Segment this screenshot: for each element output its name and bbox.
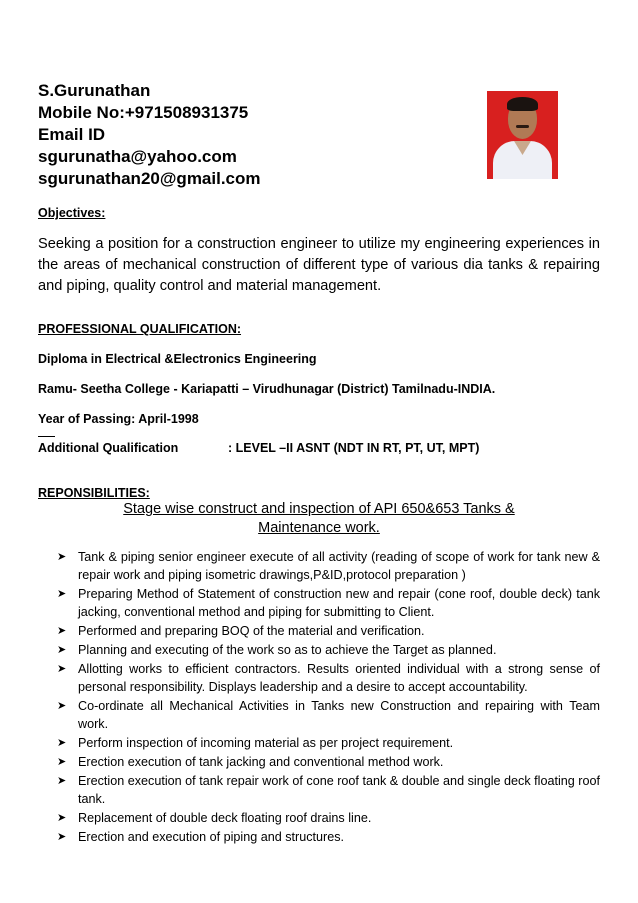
mobile-number: Mobile No:+971508931375	[38, 103, 249, 122]
candidate-name: S.Gurunathan	[38, 81, 151, 100]
diploma-text: Diploma in Electrical &Electronics Engineering	[38, 352, 317, 366]
list-item: ➤ Erection execution of tank repair work of cone roof tank & double and single deck floating roof tank.	[57, 774, 600, 806]
arrow-bullet-icon: ➤	[57, 625, 67, 637]
arrow-bullet-icon: ➤	[57, 737, 67, 749]
arrow-bullet-icon: ➤	[57, 700, 67, 712]
list-item: ➤ Perform inspection of incoming material as per project requirement.	[57, 736, 454, 750]
arrow-bullet-icon: ➤	[57, 588, 67, 600]
responsibilities-heading: REPONSIBILITIES:	[38, 486, 150, 500]
responsibilities-list	[57, 548, 600, 847]
list-item: ➤ Tank & piping senior engineer execute of all activity (reading of scope of work for tank new & repair work and piping isometric drawings,P&ID,protocol preparation )	[57, 550, 600, 582]
email-address-1: sgurunatha@yahoo.com	[38, 147, 237, 166]
email-address-2: sgurunathan20@gmail.com	[38, 169, 261, 188]
additional-qualification-value: : LEVEL –II ASNT (NDT IN RT, PT, UT, MPT)	[228, 441, 480, 455]
list-item: ➤ Planning and executing of the work so as to achieve the Target as planned.	[57, 643, 497, 657]
list-item: ➤ Replacement of double deck floating roof drains line.	[57, 811, 372, 825]
arrow-bullet-icon: ➤	[57, 775, 67, 787]
list-item: ➤ Preparing Method of Statement of construction new and repair (cone roof, double deck) tank jacking, conventional method and piping for submitting to Client.	[57, 587, 600, 619]
responsibilities-title-line-2: Maintenance work.	[258, 520, 380, 536]
responsibilities-title	[38, 500, 600, 538]
arrow-bullet-icon: ➤	[57, 644, 67, 656]
objectives-heading: Objectives:	[38, 206, 106, 220]
responsibilities-title-line-1: Stage wise construct and inspection of API 650&653 Tanks &	[123, 501, 515, 517]
arrow-bullet-icon: ➤	[57, 663, 67, 675]
list-item: ➤ Allotting works to efficient contractors. Results oriented individual with a strong sense of personal responsibility. Displays leadership and a desire to accept accountability.	[57, 662, 600, 694]
email-label: Email ID	[38, 125, 106, 144]
list-item: ➤ Erection execution of tank jacking and conventional method work.	[57, 755, 444, 769]
divider	[38, 436, 55, 437]
college-text: Ramu- Seetha College - Kariapatti – Virudhunagar (District) Tamilnadu-INDIA.	[38, 382, 496, 396]
arrow-bullet-icon: ➤	[57, 812, 67, 824]
list-item: ➤ Co-ordinate all Mechanical Activities in Tanks new Construction and repairing with Team work.	[57, 699, 600, 731]
arrow-bullet-icon: ➤	[57, 756, 67, 768]
passing-year: Year of Passing: April-1998	[38, 412, 199, 426]
contact-header	[38, 80, 261, 190]
list-item: ➤ Performed and preparing BOQ of the material and verification.	[57, 624, 425, 638]
objectives-text: Seeking a position for a construction engineer to utilize my engineering experiences in the areas of mechanical construction of different type of various dia tanks & repairing and piping, quality control and material management.	[38, 236, 600, 294]
additional-qualification-label: Additional Qualification	[38, 441, 179, 455]
qualification-heading: PROFESSIONAL QUALIFICATION:	[38, 322, 242, 336]
arrow-bullet-icon: ➤	[57, 551, 67, 563]
profile-photo	[487, 91, 558, 179]
list-item: ➤ Erection and execution of piping and structures.	[57, 830, 345, 844]
arrow-bullet-icon: ➤	[57, 831, 67, 843]
